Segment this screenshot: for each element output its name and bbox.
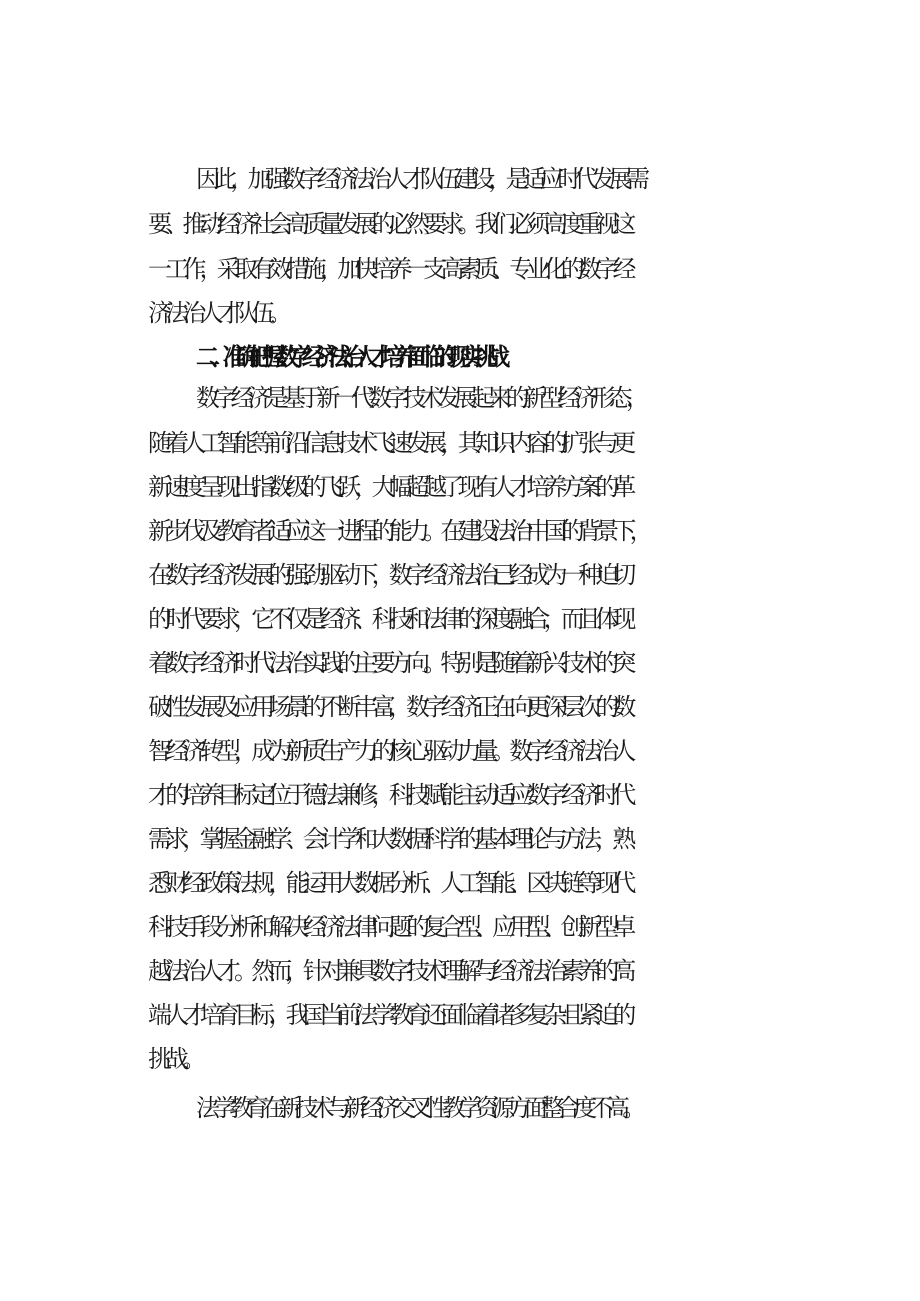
paragraph-line: 新步伐及教育者适应这一进程的能力。在建设法治中国的背景下， xyxy=(148,517,647,545)
paragraph-line: 一工作，采取有效措施，加快培养一支高素质、专业化的数字经 xyxy=(148,255,630,283)
paragraph-line: 才的培养目标定位于德法兼修，科技赋能主动适应数字经济时代 xyxy=(148,781,630,809)
paragraph-line: 新速度呈现出指数级的飞跃，大幅超越了现有人才培养方案的革 xyxy=(148,473,630,501)
paragraph-line: 需求，掌握金融学、会计学和大数据科学的基本理论与方法，熟 xyxy=(148,825,630,853)
paragraph-line: 着数字经济时代法治实践的主要方向。特别是随着新兴技术的突 xyxy=(148,649,630,677)
section-heading: 二、准确把握数字经济法治人才培养面临的现实挑战 xyxy=(196,343,500,371)
paragraph-line: 端人才培育目标，我国当前法学教育还面临着诸多复杂且紧迫的 xyxy=(148,1001,630,1029)
paragraph-line: 随着人工智能等前沿信息技术飞速发展，其知识内容的扩张与更 xyxy=(148,429,630,457)
paragraph-line: 要、推动经济社会高质量发展的必然要求。我们必须高度重视这 xyxy=(148,210,630,238)
paragraph-line: 济法治人才队伍。 xyxy=(148,299,286,327)
paragraph-line: 挑战。 xyxy=(148,1045,200,1073)
paragraph-line: 数字经济是基于新一代数字技术发展起来的新型经济形态， xyxy=(196,384,644,412)
paragraph-line: 破性发展及应用场景的不断丰富，数字经济正在向更深层次的数 xyxy=(148,693,630,721)
paragraph-line: 悉财经政策法规，能运用大数据分析、人工智能、区块链等现代 xyxy=(148,869,630,897)
paragraph-line: 智经济转型，成为新质生产力的核心驱动力量。数字经济法治人 xyxy=(148,737,630,765)
paragraph-line: 在数字经济发展的强劲驱动下，数字经济法治已经成为一种迫切 xyxy=(148,561,630,589)
paragraph-line: 的时代要求，它不仅是经济、科技和法律的深度融合，而且体现 xyxy=(148,605,630,633)
paragraph-line: 法学教育在新技术与新经济交叉性教学资源方面整合度不高。 xyxy=(196,1094,639,1122)
paragraph-line: 越法治人才。然而，针对兼具数字技术理解与经济法治素养的高 xyxy=(148,957,630,985)
paragraph-line: 因此，加强数字经济法治人才队伍建设，是适应时代发展需 xyxy=(196,165,644,193)
paragraph-line: 科技手段分析和解决经济法律问题的复合型、应用型、创新型卓 xyxy=(148,913,630,941)
